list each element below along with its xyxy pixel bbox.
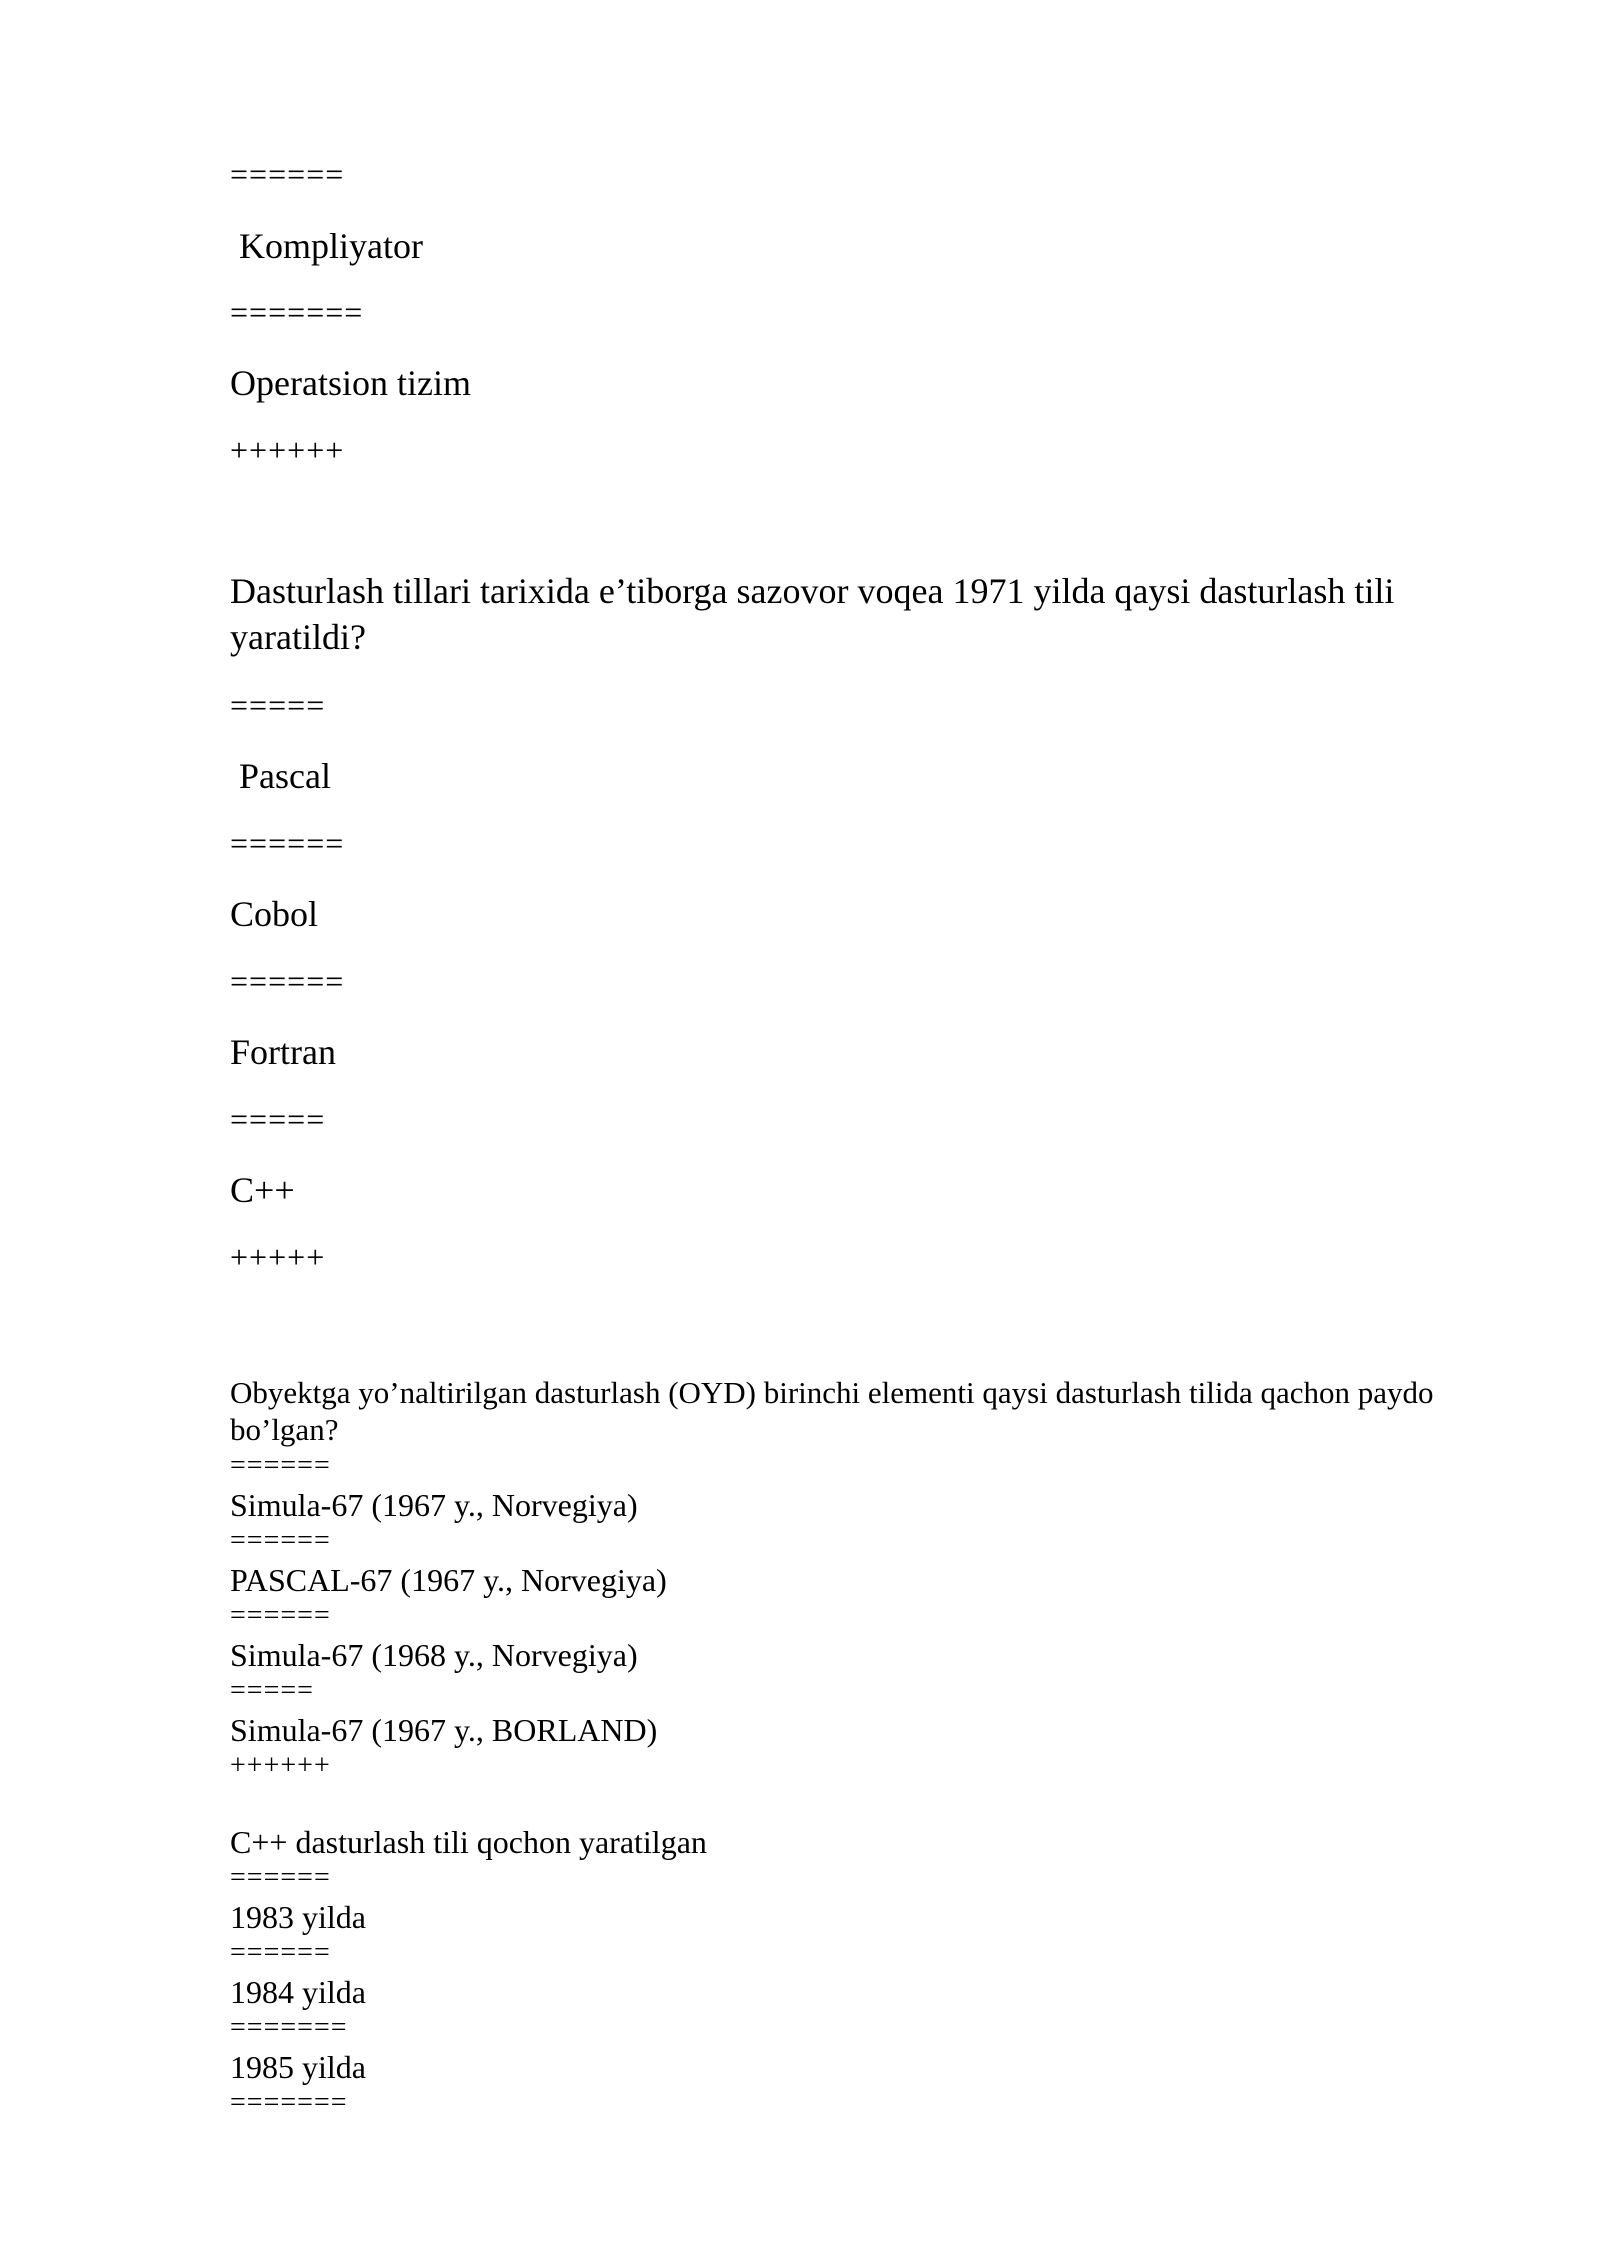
answer-option: PASCAL-67 (1967 y., Norvegiya) — [230, 1562, 667, 1598]
separator: ====== — [230, 963, 345, 999]
answer-option: Pascal — [230, 756, 331, 796]
separator: ====== — [230, 1937, 331, 1968]
separator: ===== — [230, 1101, 326, 1137]
separator: ====== — [230, 1450, 331, 1481]
separator: ======= — [230, 2087, 348, 2118]
answer-option: C++ — [230, 1170, 295, 1210]
answer-option: Kompliyator — [230, 226, 423, 266]
answer-option: Fortran — [230, 1032, 336, 1072]
answer-option: Operatsion tizim — [230, 363, 471, 403]
separator: ======= — [230, 2012, 348, 2043]
separator: ===== — [230, 687, 326, 723]
answer-option: Simula-67 (1968 y., Norvegiya) — [230, 1637, 638, 1673]
answer-option: Cobol — [230, 894, 319, 934]
separator: ====== — [230, 1600, 331, 1631]
question-text: Obyektga yo’naltirilgan dasturlash (OYD) birinchi elementi qaysi dasturlash tilida qachon paydo bo’lgan? — [230, 1375, 1434, 1447]
answer-option: Simula-67 (1967 y., Norvegiya) — [230, 1487, 638, 1523]
separator: ====== — [230, 1525, 331, 1556]
block-end-marker: ++++++ — [230, 1750, 331, 1781]
answer-option: 1983 yilda — [230, 1899, 366, 1935]
answer-option: 1984 yilda — [230, 1974, 366, 2010]
separator: ======= — [230, 294, 364, 330]
question-text: C++ dasturlash tili qochon yaratilgan — [230, 1824, 707, 1860]
question-text: Dasturlash tillari tarixida e’tiborga sazovor voqea 1971 yilda qaysi dasturlash tili yaratildi? — [230, 571, 1395, 657]
separator: ====== — [230, 825, 345, 861]
separator: ====== — [230, 156, 345, 192]
answer-option: Simula-67 (1967 y., BORLAND) — [230, 1712, 658, 1748]
answer-option: 1985 yilda — [230, 2049, 366, 2085]
separator: ====== — [230, 1862, 331, 1893]
separator: ===== — [230, 1675, 314, 1706]
block-end-marker: +++++ — [230, 1239, 326, 1275]
block-end-marker: ++++++ — [230, 432, 345, 468]
